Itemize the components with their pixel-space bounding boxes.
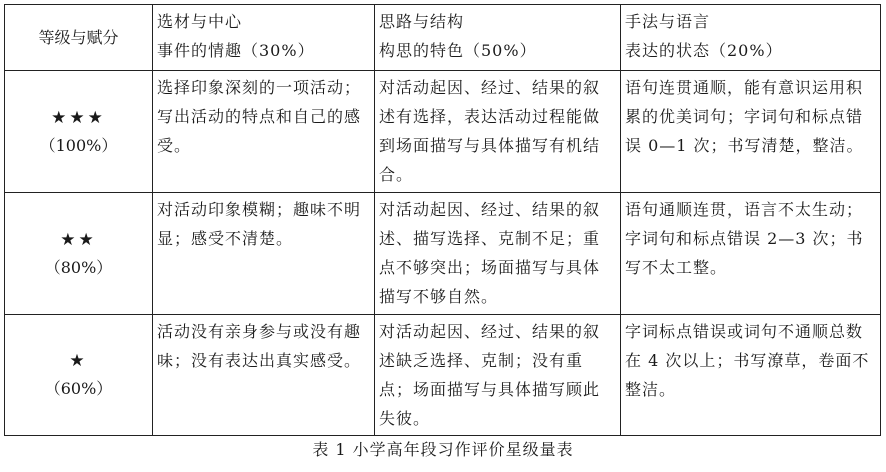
criteria-structure-cell: 对活动起因、经过、结果的叙述缺乏选择、克制；没有重点；场面描写与具体描写顾此失彼。 [375,315,621,436]
header-col2-title: 思路与结构 [379,12,465,31]
header-col3-subtitle: 表达的状态（20%） [625,41,783,60]
criteria-language-cell: 语句连贯通顺，能有意识运用积累的优美词句；字词句和标点错误 0—1 次；书写清楚，整洁。 [621,71,881,193]
criteria-material-cell: 活动没有亲身参与或没有趣味；没有表达出真实感受。 [153,315,375,436]
table-row-one-star [5,315,881,436]
score-percent: （80%） [44,257,113,277]
criteria-structure-cell: 对活动起因、经过、结果的叙述、描写选择、克制不足；重点不够突出；场面描写与具体描写不够自然。 [375,193,621,315]
star-rating: ★★ [60,229,97,250]
header-col2-subtitle: 构思的特色（50%） [379,41,537,60]
score-percent: （60%） [44,379,113,398]
table-row-three-stars [5,71,881,193]
table-caption: 表 1 小学高年段习作评价星级量表 [312,440,574,459]
level-cell [5,71,153,193]
level-cell [5,193,153,315]
criteria-language-cell: 语句通顺连贯，语言不太生动；字词句和标点错误 2—3 次；书写不太工整。 [621,193,881,315]
level-cell [5,315,153,436]
criteria-material-cell: 对活动印象模糊；趣味不明显；感受不清楚。 [153,193,375,315]
rubric-table [4,4,881,436]
criteria-language-cell: 字词标点错误或词句不通顺总数在 4 次以上；书写潦草，卷面不整洁。 [621,315,881,436]
star-rating: ★★★ [51,107,106,128]
star-rating: ★ [69,351,88,371]
criteria-material-cell: 选择印象深刻的一项活动；写出活动的特点和自己的感受。 [153,71,375,193]
header-col1-subtitle: 事件的情趣（30%） [157,41,315,60]
table-row-two-stars [5,193,881,315]
header-row [5,5,881,71]
header-col2 [375,5,621,71]
header-level-text: 等级与赋分 [38,28,119,47]
criteria-structure-cell: 对活动起因、经过、结果的叙述有选择，表达活动过程能做到场面描写与具体描写有机结合。 [375,71,621,193]
header-col1-title: 选材与中心 [157,12,243,31]
header-col1 [153,5,375,71]
header-level [5,5,153,71]
score-percent: （100%） [39,135,118,155]
header-col3 [621,5,881,71]
header-col3-title: 手法与语言 [625,12,711,31]
